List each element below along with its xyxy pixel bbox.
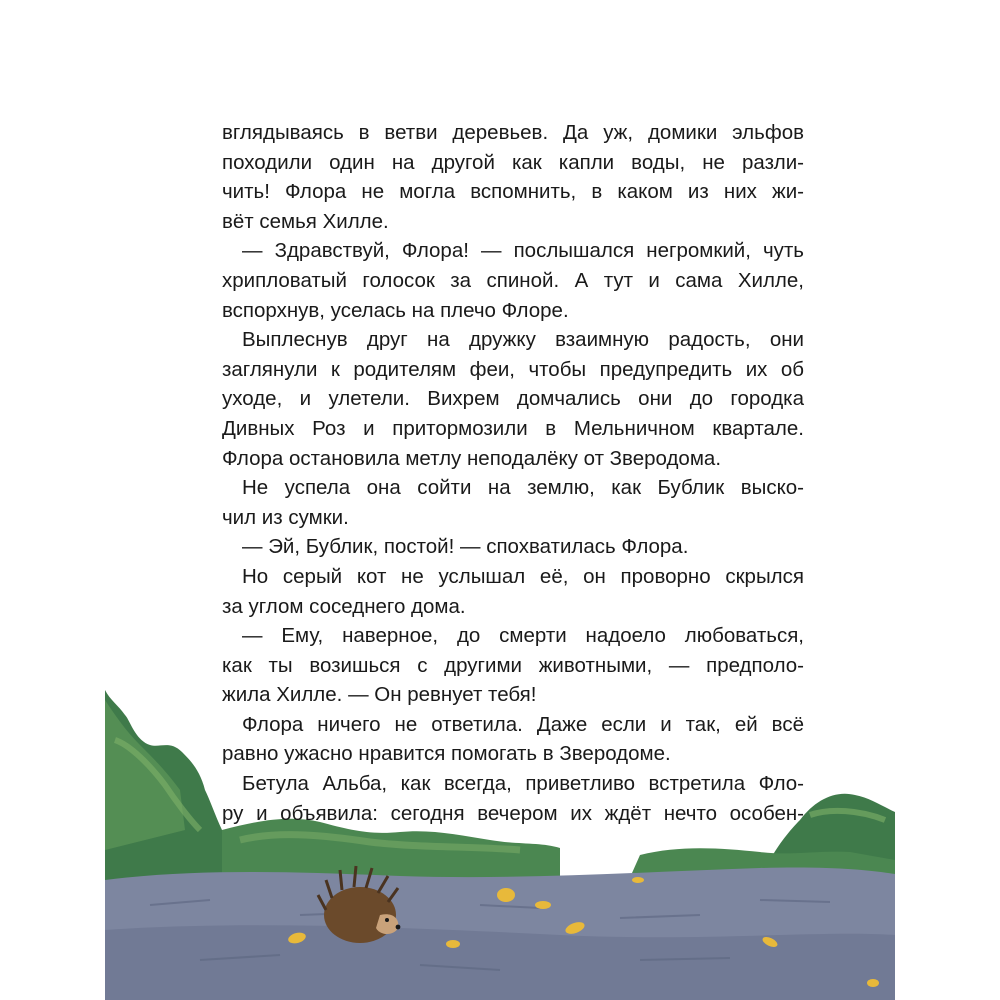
text-line: вёт семья Хилле.: [222, 209, 389, 233]
stone-path: [105, 867, 895, 1000]
text-line: Бетула Альба, как всегда, приветливо встретила Фло-: [242, 772, 804, 796]
text-line: Но серый кот не услышал её, он проворно скрылся: [242, 564, 804, 588]
text-line: вспорхнув, уселась на плечо Флоре.: [222, 298, 569, 322]
text-line: — Ему, наверное, до смерти надоело любоваться,: [242, 624, 804, 648]
text-line: походили один на другой как капли воды, не разли-: [222, 150, 804, 174]
text-line: жила Хилле. — Он ревнует тебя!: [222, 683, 537, 707]
text-line: хрипловатый голосок за спиной. А тут и сама Хилле,: [222, 268, 804, 292]
text-line: за углом соседнего дома.: [222, 594, 466, 618]
text-line: Дивных Роз и притормозили в Мельничном квартале.: [222, 416, 804, 440]
text-line: Флора ничего не ответила. Даже если и так, ей всё: [242, 712, 804, 736]
text-line: Не успела она сойти на землю, как Бублик выско-: [242, 476, 804, 500]
text-line: уходе, и улетели. Вихрем домчались они до городка: [222, 387, 804, 411]
text-line: равно ужасно нравится помогать в Зверодоме.: [222, 742, 671, 766]
text-line: заглянули к родителям феи, чтобы предупредить их об: [222, 357, 804, 381]
text-line: Выплеснув друг на дружку взаимную радость, они: [242, 328, 804, 352]
text-line: как ты возишься с другими животными, — предполо-: [222, 653, 804, 677]
text-line: Флора остановила метлу неподалёку от Зверодома.: [222, 446, 722, 470]
text-line: вглядываясь в ветви деревьев. Да уж, домики эльфов: [222, 121, 804, 144]
text-line: чить! Флора не могла вспомнить, в каком из них жи-: [222, 180, 804, 204]
bush-left: [105, 690, 222, 900]
text-line: — Здравствуй, Флора! — послышался негромкий, чуть: [242, 239, 804, 263]
text-line: чил из сумки.: [222, 505, 349, 529]
body-text: [222, 118, 804, 828]
text-line: ру и объявила: сегодня вечером их ждёт нечто особен-: [222, 801, 804, 825]
text-line: — Эй, Бублик, постой! — спохватилась Флора.: [242, 535, 689, 559]
